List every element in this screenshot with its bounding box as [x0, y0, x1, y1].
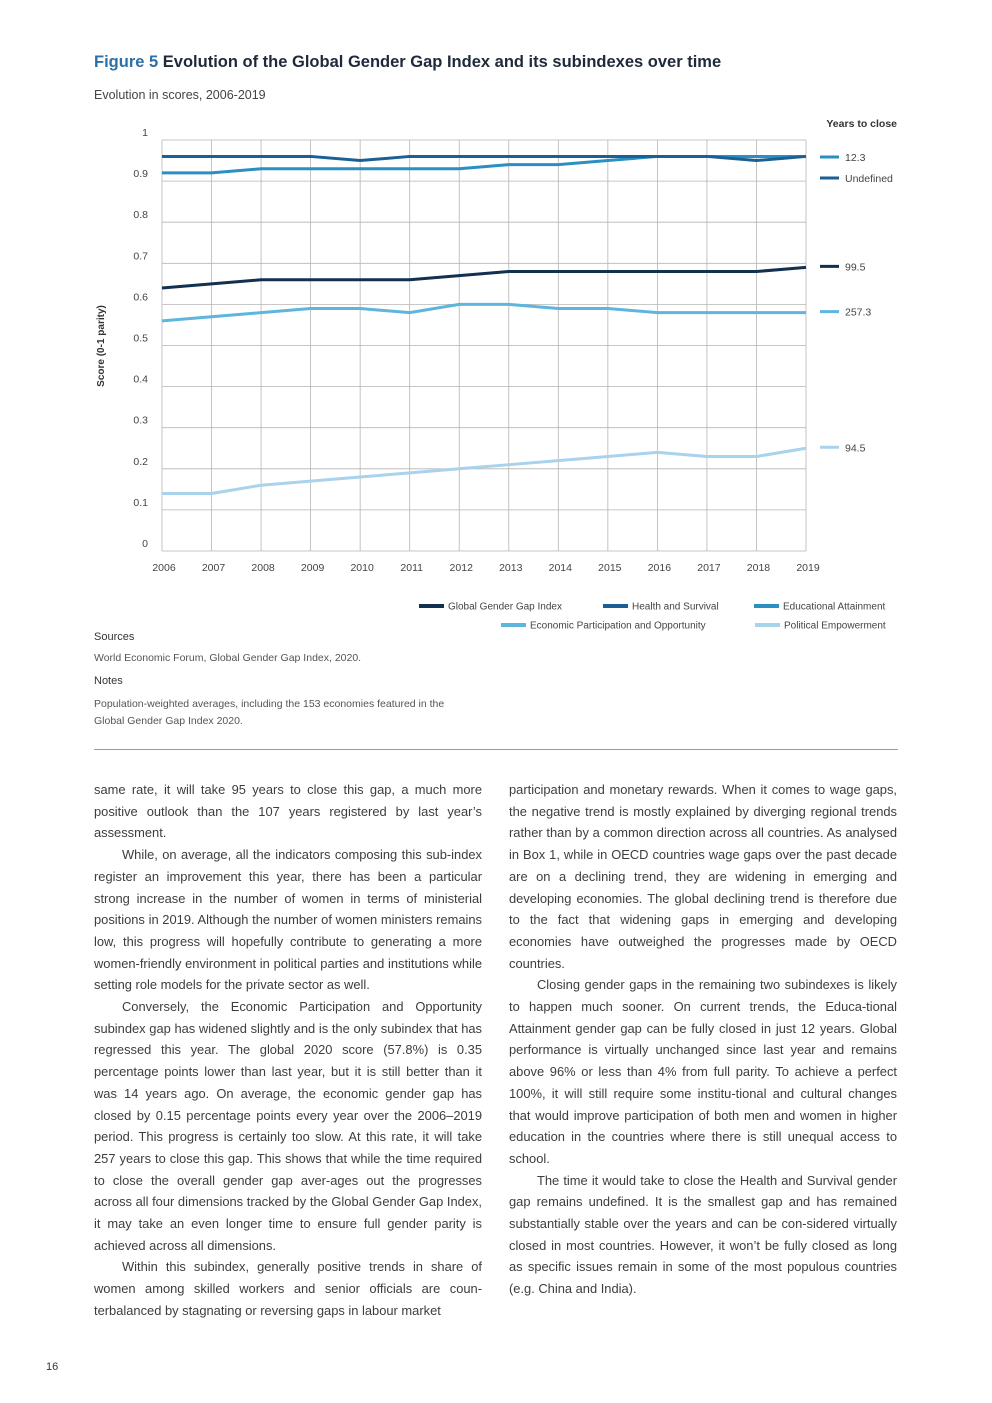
- figure-title-text: Evolution of the Global Gender Gap Index and its subindexes over time: [162, 53, 722, 71]
- paragraph: Closing gender gaps in the remaining two subindexes is likely to happen much sooner. On current trends, the Educa-tional Attainment gender gap can be fully closed in just 12 years. Global performance is virtually unchanged since last year and remains above 96% or less than 4% from full parity. To achieve a perfect 100%, it will still require some institu-tional and cultural changes that would improve participation of both men and women in higher education in the countries where there is still unequal access to school.: [509, 977, 897, 1166]
- y-tick-label: 0.9: [133, 168, 148, 181]
- x-tick-label: 2018: [746, 562, 771, 574]
- y-tick-label: 0.6: [133, 291, 148, 304]
- x-tick-label: 2012: [449, 562, 473, 574]
- years-to-close-value: 99.5: [845, 261, 866, 274]
- legend-label: Global Gender Gap Index: [448, 601, 562, 613]
- series-lines: [162, 156, 806, 493]
- x-axis-tick-labels: [152, 562, 820, 574]
- x-tick-label: 2017: [697, 562, 721, 574]
- x-tick-label: 2007: [201, 562, 226, 574]
- y-tick-label: 0.1: [133, 496, 148, 509]
- legend-label: Health and Survival: [632, 601, 719, 613]
- x-tick-label: 2015: [598, 562, 622, 574]
- legend-label: Economic Participation and Opportunity: [530, 620, 706, 632]
- series-line-political-empowerment: [162, 448, 806, 493]
- x-tick-label: 2019: [796, 562, 820, 574]
- series-line-educational-attainment: [162, 156, 806, 172]
- x-tick-label: 2016: [647, 562, 672, 574]
- figure-subtitle: Evolution in scores, 2006-2019: [94, 88, 266, 102]
- y-tick-label: 1: [142, 127, 148, 139]
- sources-text: World Economic Forum, Global Gender Gap Index, 2020.: [94, 652, 362, 664]
- years-to-close-header: Years to close: [826, 118, 897, 130]
- y-tick-label: 0.4: [133, 373, 148, 386]
- line-chart: [0, 0, 992, 640]
- page-number: 16: [46, 1361, 59, 1373]
- x-tick-label: 2014: [548, 562, 572, 574]
- paragraph: participation and monetary rewards. When it comes to wage gaps, the negative trend is mostly explained by diverging regional trends rather than by a common direction across all countries. As analysed in Box 1, while in OECD countries wage gaps over the past decade are on a declining trend, they are widening in emerging and developing economies. The global declining trend is therefore due to the fact that widening gaps in emerging and developing economies have outweighed the progresses made by OECD countries.: [509, 782, 897, 971]
- x-tick-label: 2013: [499, 562, 523, 574]
- sources-heading: Sources: [94, 631, 135, 643]
- y-axis-tick-labels: [133, 127, 148, 550]
- section-divider: [94, 749, 898, 750]
- y-tick-label: 0: [142, 538, 148, 550]
- y-tick-label: 0.7: [133, 250, 148, 263]
- x-tick-label: 2010: [350, 562, 374, 574]
- legend-label: Educational Attainment: [783, 601, 886, 613]
- x-tick-label: 2008: [251, 562, 275, 574]
- years-to-close-value: Undefined: [845, 173, 893, 185]
- years-to-close-value: 94.5: [845, 442, 866, 455]
- paragraph: same rate, it will take 95 years to close this gap, a much more positive outlook than the 107 years registered by last year’s assessment.: [94, 782, 482, 841]
- series-line-economic-participation-and-opportunity: [162, 304, 806, 320]
- years-to-close-labels: [820, 152, 893, 454]
- years-to-close-value: 12.3: [845, 152, 866, 164]
- body-column-left: [94, 779, 482, 1322]
- paragraph: While, on average, all the indicators composing this sub-index register an improvement this year, there has been a particular strong increase in the number of women in terms of ministerial positions in 2019. Although the number of women ministers remains low, this progress will hopefully contribute to generating a more women-friendly environment in political parties and institutions while setting role models for the private sector as well.: [94, 847, 482, 993]
- y-tick-label: 0.2: [133, 455, 148, 468]
- chart-grid: [162, 140, 806, 551]
- x-tick-label: 2011: [400, 562, 423, 574]
- paragraph: Conversely, the Economic Participation and Opportunity subindex gap has widened slightly and is the only subindex that has regressed this year. The global 2020 score (57.8%) is 0.35 percentage points lower than last year, but it is still better than it was 14 years ago. On average, the economic gender gap has closed by 0.15 percentage points every year over the 2006–2019 period. This progress is certainly too slow. At this rate, it will take 257 years to close this gap. This shows that while the time required to close the overall gender gap aver-ages out the progresses across all four dimensions tracked by the Global Gender Gap Index, it may take an even longer time to ensure full gender parity is achieved across all dimensions.: [94, 999, 482, 1253]
- paragraph: The time it would take to close the Health and Survival gender gap remains undefined. It is the smallest gap and has remained substantially stable over the years and can be con-sidered virtually closed in most countries. However, it won’t be fully closed as long as specific issues remain in some of the most populous countries (e.g. China and India).: [509, 1172, 897, 1297]
- years-to-close-value: 257.3: [845, 306, 872, 319]
- chart-legend: [419, 602, 886, 632]
- x-tick-label: 2009: [300, 562, 325, 574]
- legend-label: Political Empowerment: [784, 620, 886, 632]
- y-tick-label: 0.8: [133, 209, 148, 222]
- paragraph: Within this subindex, generally positive trends in share of women among skilled workers and senior officials are coun-terbalanced by stagnating or reversing gaps in labour market: [94, 1259, 482, 1318]
- notes-text: Population-weighted averages, including the 153 economies featured in the Global Gender Gap Index 2020.: [94, 698, 445, 727]
- series-line-global-gender-gap-index: [162, 267, 806, 288]
- notes-heading: Notes: [94, 675, 123, 687]
- x-tick-label: 2006: [152, 562, 176, 574]
- figure-number: Figure 5: [94, 53, 159, 71]
- y-axis-title: Score (0-1 parity): [96, 305, 107, 387]
- y-tick-label: 0.5: [133, 332, 148, 345]
- series-line-health-and-survival: [162, 156, 806, 160]
- y-tick-label: 0.3: [133, 414, 148, 427]
- body-column-right: [509, 779, 897, 1300]
